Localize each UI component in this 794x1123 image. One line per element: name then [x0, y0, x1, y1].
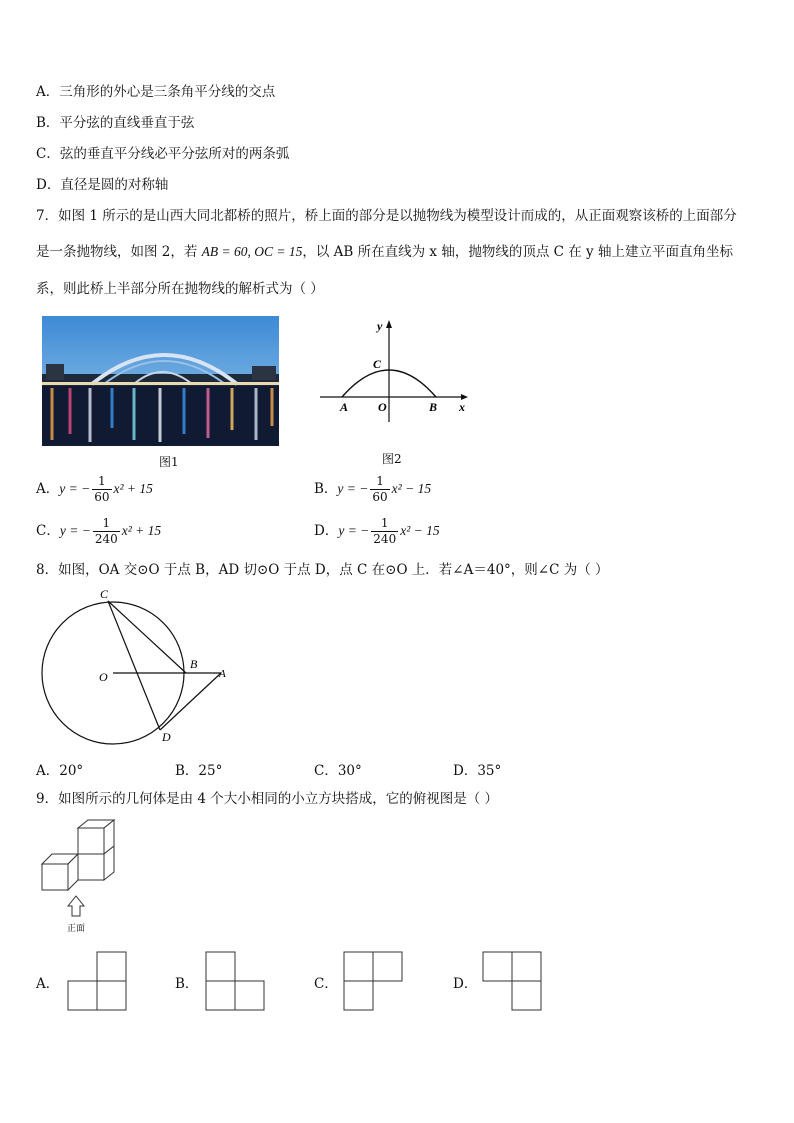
q9-option-c-grid — [343, 951, 405, 1013]
q8-label-d: D — [162, 730, 171, 744]
q7-option-a — [36, 474, 153, 505]
q7-stem-line2-text-a: 是一条抛物线，如图 2，若 — [36, 244, 202, 260]
bridge-photo — [42, 316, 279, 446]
fig2-caption: 图2 — [382, 452, 402, 466]
q7-option-d-num: 1 — [371, 516, 398, 532]
q8-option-d: D．35° — [453, 763, 502, 779]
q6-option-c: C．弦的垂直平分线必平分弦所对的两条弧 — [36, 146, 290, 162]
q7-option-c-den: 240 — [94, 532, 118, 546]
fig2-label-c: C — [373, 357, 382, 371]
q7-option-b-lhs: y = − — [337, 481, 369, 496]
q7-option-d — [314, 516, 440, 547]
fig2-label-o: O — [378, 400, 387, 414]
q8-label-c: C — [100, 587, 109, 601]
fig2-label-b: B — [429, 400, 438, 414]
circle-figure — [36, 586, 236, 746]
cube-figure — [40, 818, 120, 933]
q7-option-d-den: 240 — [373, 532, 397, 546]
q6-option-a: A．三角形的外心是三条角平分线的交点 — [36, 84, 276, 100]
q9-option-d-grid — [482, 951, 544, 1013]
q7-option-c-fraction — [93, 516, 120, 547]
q7-option-b-fraction — [370, 474, 389, 505]
q9-option-c: C． — [314, 976, 338, 992]
q8-label-b: B — [190, 657, 198, 671]
q6-option-d: D．直径是圆的对称轴 — [36, 177, 169, 193]
q7-option-d-lhs: y = − — [338, 523, 370, 538]
q9-option-d: D． — [453, 976, 478, 992]
q7-option-a-den: 60 — [94, 490, 110, 504]
q7-option-d-fraction — [371, 516, 398, 547]
fig2-label-y: y — [377, 319, 383, 333]
q7-option-b-num: 1 — [370, 474, 389, 490]
fig2-label-x: x — [459, 400, 465, 414]
q9-option-a-grid — [67, 951, 129, 1013]
q7-option-b-rhs: x² − 15 — [391, 481, 432, 496]
q8-option-b: B．25° — [175, 763, 223, 779]
q9-stem: 9．如图所示的几何体是由 4 个大小相同的小立方块搭成，它的俯视图是（ ） — [36, 791, 499, 807]
q9-option-b: B． — [175, 976, 199, 992]
q7-option-a-num: 1 — [92, 474, 111, 490]
q7-option-b-den: 60 — [372, 490, 388, 504]
q8-option-c: C．30° — [314, 763, 362, 779]
q7-stem-math: AB = 60, OC = 15 — [201, 244, 303, 259]
q8-label-o: O — [99, 670, 108, 684]
q8-option-a: A．20° — [36, 763, 84, 779]
front-arrow-icon — [68, 896, 84, 916]
q7-stem-line2-text-b: ，以 AB 所在直线为 x 轴，抛物线的顶点 C 在 y 轴上建立平面直角坐标 — [302, 244, 733, 260]
q9-option-b-grid — [205, 951, 267, 1013]
q9-option-a: A． — [36, 976, 60, 992]
fig1-caption: 图1 — [159, 455, 179, 469]
fig2-label-a: A — [340, 400, 349, 414]
q7-option-c — [36, 516, 161, 547]
q7-stem-line1: 7．如图 1 所示的是山西大同北都桥的照片，桥上面的部分是以抛物线为模型设计而成的，从正面观察该桥的上面部分 — [36, 208, 737, 224]
q7-option-d-letter: D． — [314, 523, 339, 539]
q7-option-b — [314, 474, 431, 505]
q7-option-a-letter: A． — [36, 481, 60, 497]
q7-option-c-num: 1 — [93, 516, 120, 532]
q7-option-d-rhs: x² − 15 — [400, 523, 440, 538]
q7-option-c-rhs: x² + 15 — [121, 523, 162, 538]
q8-label-a: A — [219, 668, 226, 680]
q7-option-a-fraction — [92, 474, 111, 505]
q8-stem: 8．如图，OA 交⊙O 于点 B，AD 切⊙O 于点 D，点 C 在⊙O 上．若∠A＝40°，则∠C 为（ ） — [36, 562, 609, 578]
q7-option-a-lhs: y = − — [59, 481, 91, 496]
q7-option-a-rhs: x² + 15 — [113, 481, 153, 496]
q7-stem-line2 — [36, 243, 733, 261]
q7-option-c-letter: C． — [36, 523, 60, 539]
q7-option-b-letter: B． — [314, 481, 338, 497]
parabola-figure — [318, 318, 478, 428]
q9-front-label: 正面 — [67, 924, 86, 934]
q6-option-b: B．平分弦的直线垂直于弦 — [36, 115, 195, 131]
q7-option-c-lhs: y = − — [59, 523, 91, 538]
q7-stem-line3: 系，则此桥上半部分所在抛物线的解析式为（ ） — [36, 281, 324, 297]
